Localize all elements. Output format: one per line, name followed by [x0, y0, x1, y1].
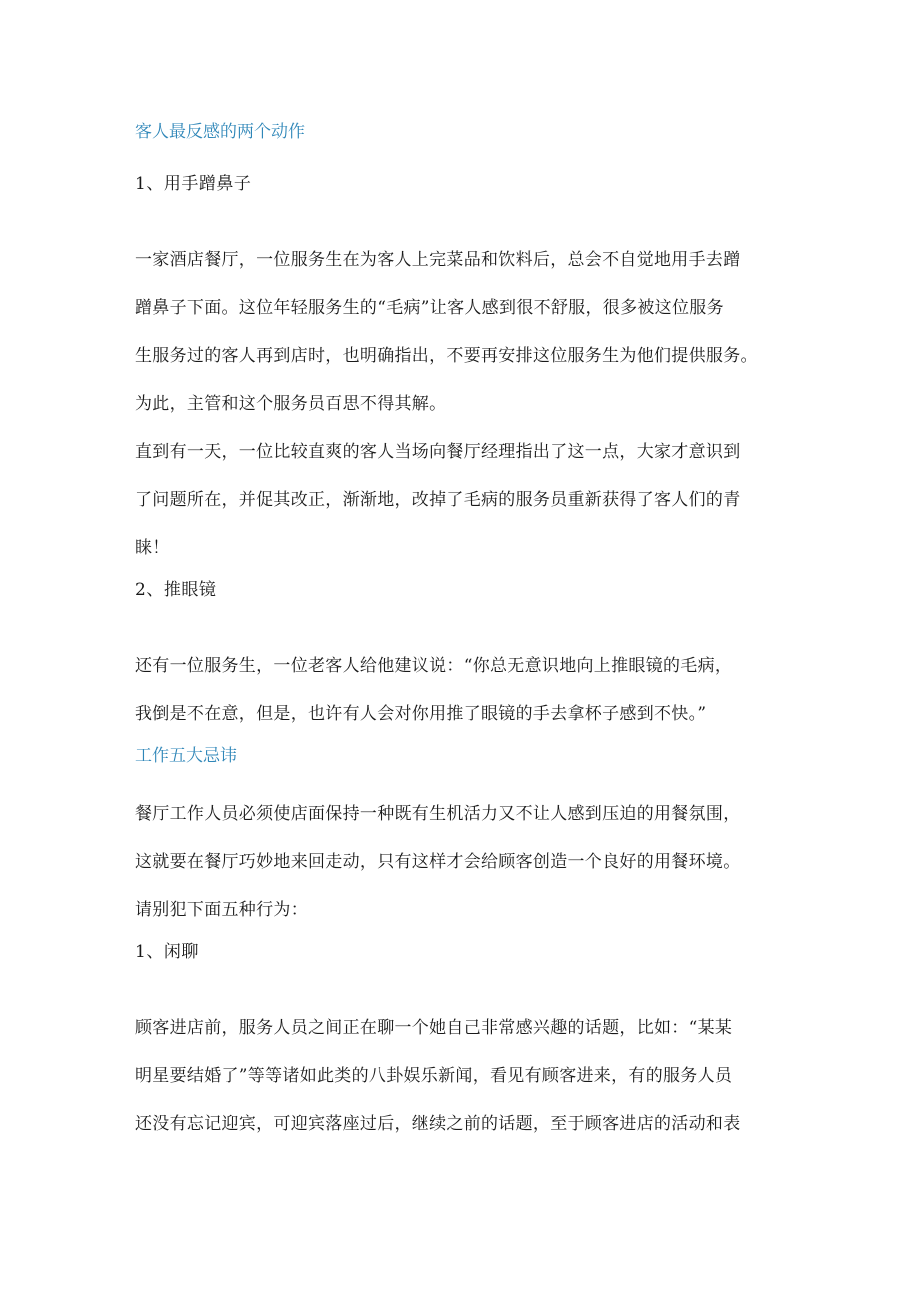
subheading-push-glasses: 2、推眼镜	[135, 580, 217, 600]
paragraph-line: 明星要结婚了”等等诸如此类的八卦娱乐新闻，看见有顾客进来，有的服务人员	[135, 1066, 733, 1086]
section-heading-customer-dislikes: 客人最反感的两个动作	[135, 122, 305, 142]
paragraph-line: 请别犯下面五种行为：	[135, 900, 308, 920]
paragraph-line: 我倒是不在意，但是，也许有人会对你用推了眼镜的手去拿杯子感到不快。”	[135, 704, 707, 724]
paragraph-manager-points-out	[135, 428, 800, 572]
paragraph-line: 顾客进店前，服务人员之间正在聊一个她自己非常感兴趣的话题，比如：“某某	[135, 1018, 733, 1038]
paragraph-line: 直到有一天，一位比较直爽的客人当场向餐厅经理指出了这一点，大家才意识到	[135, 442, 741, 462]
paragraph-line: 蹭鼻子下面。这位年轻服务生的“毛病”让客人感到很不舒服，很多被这位服务	[135, 298, 724, 318]
paragraph-line: 一家酒店餐厅，一位服务生在为客人上完菜品和饮料后，总会不自觉地用手去蹭	[135, 250, 741, 270]
paragraph-line: 生服务过的客人再到店时，也明确指出，不要再安排这位服务生为他们提供服务。	[135, 346, 758, 366]
paragraph-rub-nose	[135, 236, 800, 428]
paragraph-line: 餐厅工作人员必须使店面保持一种既有生机活力又不让人感到压迫的用餐氛围，	[135, 804, 741, 824]
subheading-chatting: 1、闲聊	[135, 942, 199, 962]
paragraph-line: 了问题所在，并促其改正，渐渐地，改掉了毛病的服务员重新获得了客人们的青	[135, 490, 741, 510]
paragraph-chatting	[135, 1004, 800, 1148]
subheading-rub-nose: 1、用手蹭鼻子	[135, 174, 252, 194]
section-heading-five-taboos: 工作五大忌讳	[135, 746, 237, 766]
paragraph-dining-atmosphere	[135, 790, 800, 934]
paragraph-line: 还没有忘记迎宾，可迎宾落座过后，继续之前的话题，至于顾客进店的活动和表	[135, 1114, 741, 1134]
paragraph-line: 为此，主管和这个服务员百思不得其解。	[135, 394, 447, 414]
paragraph-line: 还有一位服务生，一位老客人给他建议说：“你总无意识地向上推眼镜的毛病，	[135, 656, 733, 676]
paragraph-push-glasses	[135, 642, 800, 738]
paragraph-line: 睐！	[135, 538, 170, 558]
paragraph-line: 这就要在餐厅巧妙地来回走动，只有这样才会给顾客创造一个良好的用餐环境。	[135, 852, 741, 872]
document-content	[135, 114, 800, 1148]
